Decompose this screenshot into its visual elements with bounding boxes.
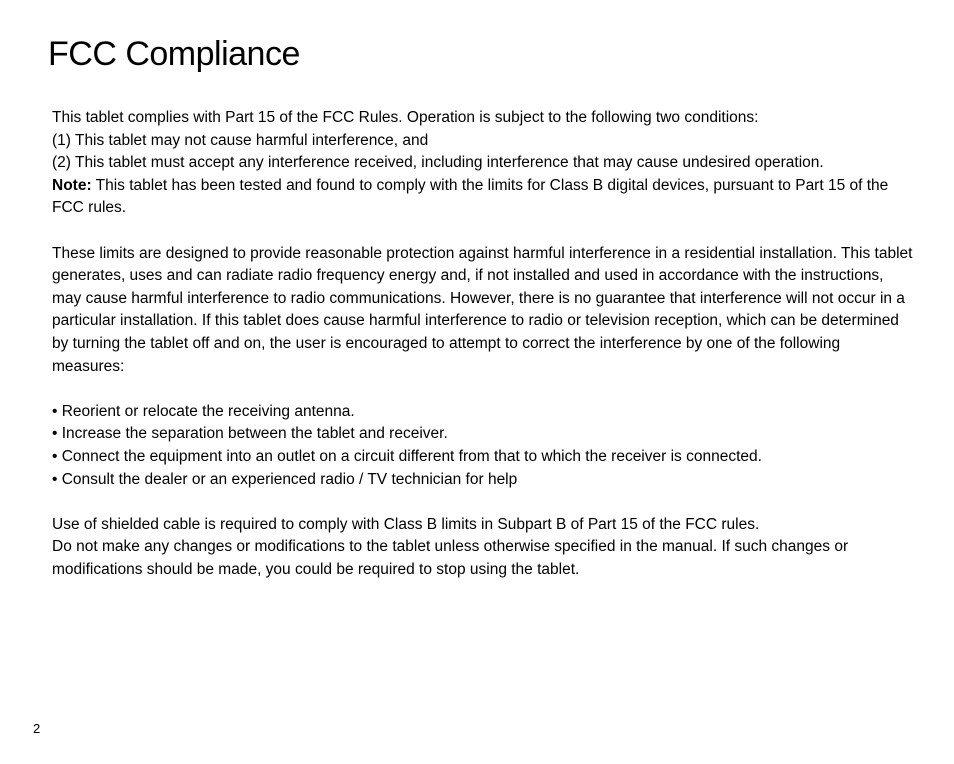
note-text: This tablet has been tested and found to comply with the limits for Class B digital devices, pursuant to Part 15 of the FCC rules. <box>52 176 889 217</box>
document-body <box>52 107 914 581</box>
measure-item: • Consult the dealer or an experienced radio / TV technician for help <box>52 470 518 488</box>
measure-item: • Reorient or relocate the receiving antenna. <box>52 402 355 420</box>
modifications-paragraph: Do not make any changes or modifications to the tablet unless otherwise specified in the manual. If such changes or modifications should be made, you could be required to stop using the tablet. <box>52 538 849 578</box>
limits-paragraph: These limits are designed to provide reasonable protection against harmful interference in a residential installation. This tablet generates, uses and can radiate radio frequency energy and, if not installed and used in accordance with the instructions, may cause harmful interference to radio communications. However, there is no guarantee that interference will not occur in a particular installation. If this tablet does cause harmful interference to radio or television reception, which can be determined by turning the tablet off and on, the user is encouraged to attempt to correct the interference by one of the following measures: <box>52 244 913 375</box>
shielded-cable-paragraph: Use of shielded cable is required to comply with Class B limits in Subpart B of Part 15 of the FCC rules. <box>52 515 760 533</box>
measure-item: • Increase the separation between the tablet and receiver. <box>52 425 448 443</box>
page-number: 2 <box>33 721 41 736</box>
condition-item: (1) This tablet may not cause harmful interference, and <box>52 131 429 149</box>
paragraph-spacer <box>52 491 914 514</box>
page-title: FCC Compliance <box>48 35 300 73</box>
note-paragraph <box>52 175 914 220</box>
measure-item: • Connect the equipment into an outlet on a circuit different from that to which the receiver is connected. <box>52 447 762 465</box>
intro-paragraph: This tablet complies with Part 15 of the FCC Rules. Operation is subject to the following two conditions: <box>52 109 759 126</box>
paragraph-spacer <box>52 220 914 243</box>
paragraph-spacer <box>52 378 914 401</box>
note-label: Note: <box>52 176 92 194</box>
condition-item: (2) This tablet must accept any interference received, including interference that may cause undesired operation. <box>52 154 824 172</box>
